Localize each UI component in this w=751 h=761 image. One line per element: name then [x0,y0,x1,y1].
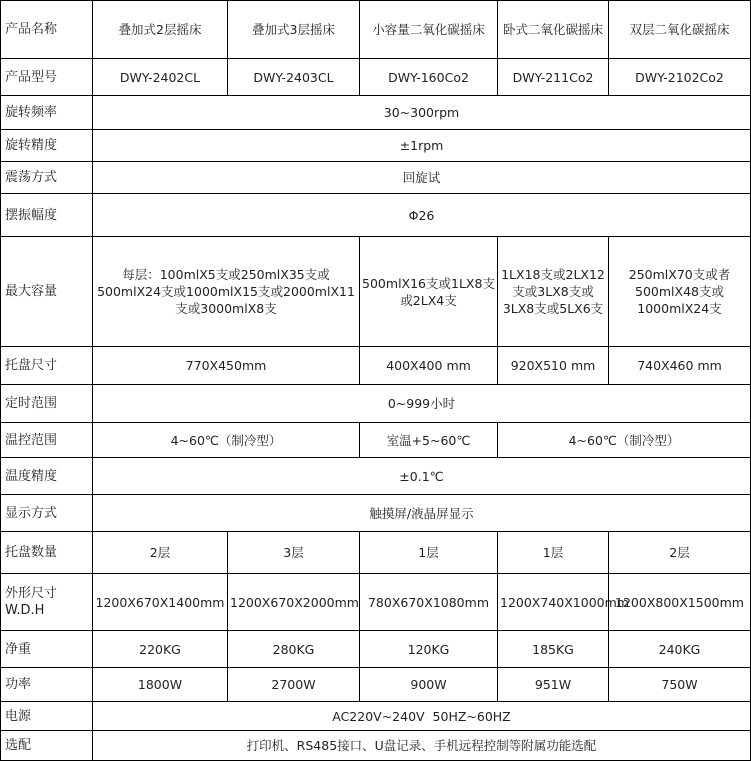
tray-size-small-co2-value: 400X400 mm [360,347,498,385]
row-amplitude [1,194,751,237]
rotation-speed-value: 30~300rpm [93,96,751,130]
timer-range-value: 0~999小时 [93,385,751,423]
row-dimensions [1,574,751,631]
tray-count-cell: 2层 [609,532,751,574]
row-options [1,731,751,761]
row-temp-range [1,423,751,458]
product-name-cell: 小容量二氧化碳摇床 [360,1,498,59]
row-power-supply [1,702,751,731]
row-power [1,668,751,702]
row-header-max-capacity: 最大容量 [1,237,93,347]
product-name-cell: 双层二氧化碳摇床 [609,1,751,59]
model-cell: DWY-2402CL [93,59,228,96]
row-temp-precision [1,458,751,495]
row-header-options: 选配 [1,731,93,761]
temp-precision-value: ±0.1℃ [93,458,751,495]
row-product-model [1,59,751,96]
power-cell: 951W [498,668,609,702]
row-header-amplitude: 摆振幅度 [1,194,93,237]
temp-range-stacked-value: 4~60℃（制冷型） [93,423,360,458]
weight-cell: 240KG [609,631,751,668]
row-header-tray-size: 托盘尺寸 [1,347,93,385]
dimensions-label: 外形尺寸 [5,586,58,601]
row-header-rotation-speed: 旋转频率 [1,96,93,130]
capacity-horizontal-co2-value: 1LX18支或2LX12支或3LX8支或3LX8支或5LX6支 [498,237,609,347]
dimensions-cell: 1200X740X1000mm [498,574,609,631]
row-max-capacity [1,237,751,347]
tray-count-cell: 1层 [498,532,609,574]
tray-count-cell: 3层 [228,532,360,574]
power-cell: 900W [360,668,498,702]
product-name-cell: 叠加式2层摇床 [93,1,228,59]
display-mode-value: 触摸屏/液晶屏显示 [93,495,751,532]
tray-size-horizontal-co2-value: 920X510 mm [498,347,609,385]
model-cell: DWY-2403CL [228,59,360,96]
tray-count-cell: 1层 [360,532,498,574]
row-header-rotation-precision: 旋转精度 [1,130,93,162]
row-header-temp-precision: 温度精度 [1,458,93,495]
row-header-dimensions [1,574,93,631]
temp-range-small-co2-value: 室温+5~60℃ [360,423,498,458]
row-oscillation-mode [1,162,751,194]
model-cell: DWY-2102Co2 [609,59,751,96]
weight-cell: 120KG [360,631,498,668]
power-cell: 2700W [228,668,360,702]
row-product-name [1,1,751,59]
dimensions-label-sub: W.D.H [5,603,45,618]
row-header-timer-range: 定时范围 [1,385,93,423]
options-value: 打印机、RS485接口、U盘记录、手机远程控制等附属功能选配 [93,731,751,761]
product-name-cell: 叠加式3层摇床 [228,1,360,59]
row-header-tray-count: 托盘数量 [1,532,93,574]
power-supply-value: AC220V~240V 50HZ~60HZ [93,702,751,731]
amplitude-value: Φ26 [93,194,751,237]
capacity-double-co2-value: 250mlX70支或者500mlX48支或1000mlX24支 [609,237,751,347]
row-header-oscillation-mode: 震荡方式 [1,162,93,194]
model-cell: DWY-160Co2 [360,59,498,96]
row-rotation-precision [1,130,751,162]
power-cell: 1800W [93,668,228,702]
weight-cell: 185KG [498,631,609,668]
row-header-net-weight: 净重 [1,631,93,668]
row-rotation-speed [1,96,751,130]
row-header-power-supply: 电源 [1,702,93,731]
tray-size-double-co2-value: 740X460 mm [609,347,751,385]
row-tray-count [1,532,751,574]
row-header-product-name: 产品名称 [1,1,93,59]
weight-cell: 280KG [228,631,360,668]
dimensions-cell: 780X670X1080mm [360,574,498,631]
capacity-small-co2-value: 500mlX16支或1LX8支或2LX4支 [360,237,498,347]
product-name-cell: 卧式二氧化碳摇床 [498,1,609,59]
row-net-weight [1,631,751,668]
capacity-stacked-value: 每层：100mlX5支或250mlX35支或500mlX24支或1000mlX15支或2000mlX11支或3000mlX8支 [93,237,360,347]
oscillation-mode-value: 回旋试 [93,162,751,194]
row-header-display-mode: 显示方式 [1,495,93,532]
dimensions-cell: 1200X670X1400mm [93,574,228,631]
tray-count-cell: 2层 [93,532,228,574]
row-timer-range [1,385,751,423]
dimensions-cell: 1200X670X2000mm [228,574,360,631]
row-tray-size [1,347,751,385]
weight-cell: 220KG [93,631,228,668]
dimensions-cell: 1200X800X1500mm [609,574,751,631]
temp-range-co2-value: 4~60℃（制冷型） [498,423,751,458]
power-cell: 750W [609,668,751,702]
model-cell: DWY-211Co2 [498,59,609,96]
row-header-power: 功率 [1,668,93,702]
rotation-precision-value: ±1rpm [93,130,751,162]
row-header-temp-range: 温控范围 [1,423,93,458]
row-header-product-model: 产品型号 [1,59,93,96]
tray-size-stacked-value: 770X450mm [93,347,360,385]
row-display-mode [1,495,751,532]
